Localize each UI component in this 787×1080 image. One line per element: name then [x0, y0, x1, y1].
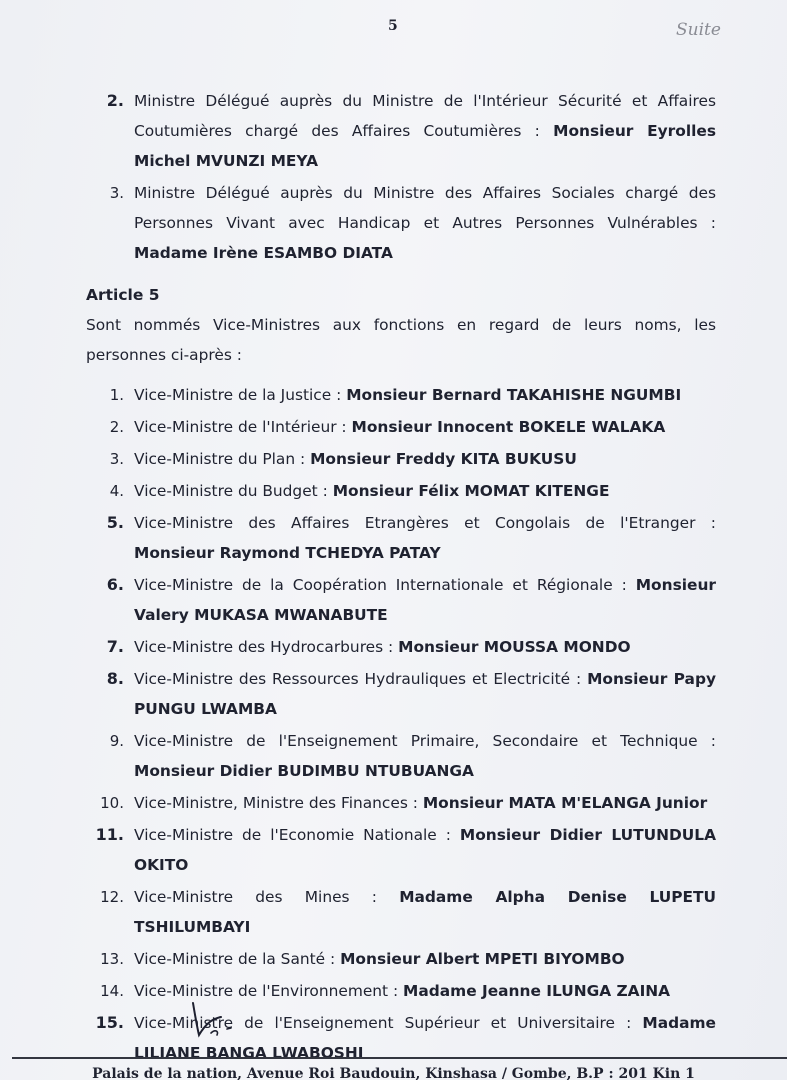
- item-number: 8.: [106, 669, 124, 688]
- list-item: [86, 412, 716, 442]
- item-text: [134, 632, 716, 662]
- item-text: [134, 476, 716, 506]
- delegate-minister-list: [86, 86, 716, 268]
- position-title: Vice-Ministre du Plan :: [134, 450, 311, 468]
- list-item: [86, 788, 716, 818]
- position-title: Vice-Ministre de l'Economie Nationale :: [134, 826, 460, 844]
- list-item: [86, 86, 716, 176]
- list-item: [86, 726, 716, 786]
- item-number: 5.: [106, 513, 124, 532]
- list-item: [86, 444, 716, 474]
- position-title: Vice-Ministre de l'Environnement :: [134, 982, 404, 1000]
- item-text: [134, 788, 716, 818]
- item-number: 9.: [109, 732, 124, 750]
- page-number: 5: [388, 18, 398, 34]
- item-text: [134, 412, 716, 442]
- appointee-name: Madame Jeanne ILUNGA ZAINA: [403, 982, 671, 1000]
- article-intro: Sont nommés Vice-Ministres aux fonctions en regard de leurs noms, les personnes ci-après :: [86, 316, 716, 364]
- appointee-name: Monsieur Freddy KITA BUKUSU: [310, 450, 577, 468]
- item-text: [134, 380, 716, 410]
- item-text: [134, 508, 716, 568]
- item-text: [134, 444, 716, 474]
- continuation-mark: Suite: [676, 20, 721, 40]
- position-title: Vice-Ministre des Ressources Hydrauliques et Electricité :: [134, 670, 588, 688]
- list-item: [86, 882, 716, 942]
- document-body: [86, 86, 716, 1070]
- item-number: 3.: [109, 184, 124, 202]
- item-number: 10.: [100, 794, 124, 812]
- item-text: [134, 570, 716, 630]
- list-item: [86, 476, 716, 506]
- appointee-name: Monsieur MOUSSA MONDO: [398, 638, 631, 656]
- appointee-name: Madame Irène ESAMBO DIATA: [134, 244, 393, 262]
- position-title: Vice-Ministre de l'Enseignement Primaire, Secondaire et Technique :: [134, 732, 716, 750]
- position-title: Vice-Ministre de la Justice :: [134, 386, 347, 404]
- appointee-name: Monsieur Raymond TCHEDYA PATAY: [134, 544, 441, 562]
- appointee-name: Monsieur Innocent BOKELE WALAKA: [351, 418, 666, 436]
- item-text: [134, 178, 716, 268]
- position-title: Vice-Ministre de la Santé :: [134, 950, 341, 968]
- item-number: 2.: [106, 91, 124, 110]
- list-item: [86, 944, 716, 974]
- vice-minister-list: [86, 380, 716, 1068]
- item-text: [134, 726, 716, 786]
- item-text: [134, 86, 716, 176]
- list-item: [86, 820, 716, 880]
- list-item: [86, 632, 716, 662]
- appointee-name: Monsieur MATA M'ELANGA Junior: [422, 794, 708, 812]
- position-title: Ministre Délégué auprès du Ministre de l'Intérieur Sécurité et Affaires Coutumières chargé des Affaires Coutumières :: [134, 92, 716, 140]
- list-item: [86, 570, 716, 630]
- item-text: [134, 664, 716, 724]
- list-item: [86, 380, 716, 410]
- item-text: [134, 944, 716, 974]
- list-item: [86, 664, 716, 724]
- position-title: Vice-Ministre de l'Intérieur :: [134, 418, 352, 436]
- appointee-name: Monsieur Papy PUNGU LWAMBA: [134, 670, 716, 718]
- list-item: [86, 508, 716, 568]
- item-number: 15.: [95, 1013, 124, 1032]
- position-title: Vice-Ministre de l'Enseignement Supérieur et Universitaire :: [134, 1014, 643, 1032]
- appointee-name: Madame LILIANE BANGA LWABOSHI: [134, 1014, 716, 1062]
- item-number: 6.: [106, 575, 124, 594]
- appointee-name: Monsieur Didier BUDIMBU NTUBUANGA: [134, 762, 474, 780]
- appointee-name: Madame Alpha Denise LUPETU TSHILUMBAYI: [134, 888, 716, 936]
- position-title: Vice-Ministre des Hydrocarbures :: [134, 638, 399, 656]
- position-title: Vice-Ministre des Affaires Etrangères et Congolais de l'Etranger :: [134, 514, 716, 532]
- item-number: 11.: [95, 825, 124, 844]
- position-title: Vice-Ministre des Mines :: [134, 888, 400, 906]
- position-title: Vice-Ministre de la Coopération Internationale et Régionale :: [134, 576, 636, 594]
- footer-address: Palais de la nation, Avenue Roi Baudouin, Kinshasa / Gombe, B.P : 201 Kin 1: [92, 1066, 695, 1080]
- item-number: 14.: [100, 982, 124, 1000]
- appointee-name: Monsieur Bernard TAKAHISHE NGUMBI: [346, 386, 682, 404]
- item-number: 7.: [106, 637, 124, 656]
- appointee-name: Monsieur Eyrolles Michel MVUNZI MEYA: [134, 122, 716, 170]
- appointee-name: Monsieur Didier LUTUNDULA OKITO: [134, 826, 716, 874]
- position-title: Ministre Délégué auprès du Ministre des Affaires Sociales chargé des Personnes Vivant avec Handicap et Autres Personnes Vulnérables :: [134, 184, 716, 232]
- item-number: 13.: [100, 950, 124, 968]
- item-number: 2.: [109, 418, 124, 436]
- appointee-name: Monsieur Albert MPETI BIYOMBO: [340, 950, 625, 968]
- item-number: 4.: [109, 482, 124, 500]
- appointee-name: Monsieur Félix MOMAT KITENGE: [332, 482, 610, 500]
- handwritten-signature-icon: [175, 995, 255, 1045]
- position-title: Vice-Ministre, Ministre des Finances :: [134, 794, 423, 812]
- item-text: [134, 882, 716, 942]
- item-number: 12.: [100, 888, 124, 906]
- item-text: [134, 820, 716, 880]
- article-heading: Article 5: [86, 286, 160, 304]
- appointee-name: Monsieur Valery MUKASA MWANABUTE: [134, 576, 716, 624]
- footer-divider: [12, 1057, 787, 1059]
- item-number: 3.: [109, 450, 124, 468]
- list-item: [86, 178, 716, 268]
- item-number: 1.: [109, 386, 124, 404]
- position-title: Vice-Ministre du Budget :: [134, 482, 333, 500]
